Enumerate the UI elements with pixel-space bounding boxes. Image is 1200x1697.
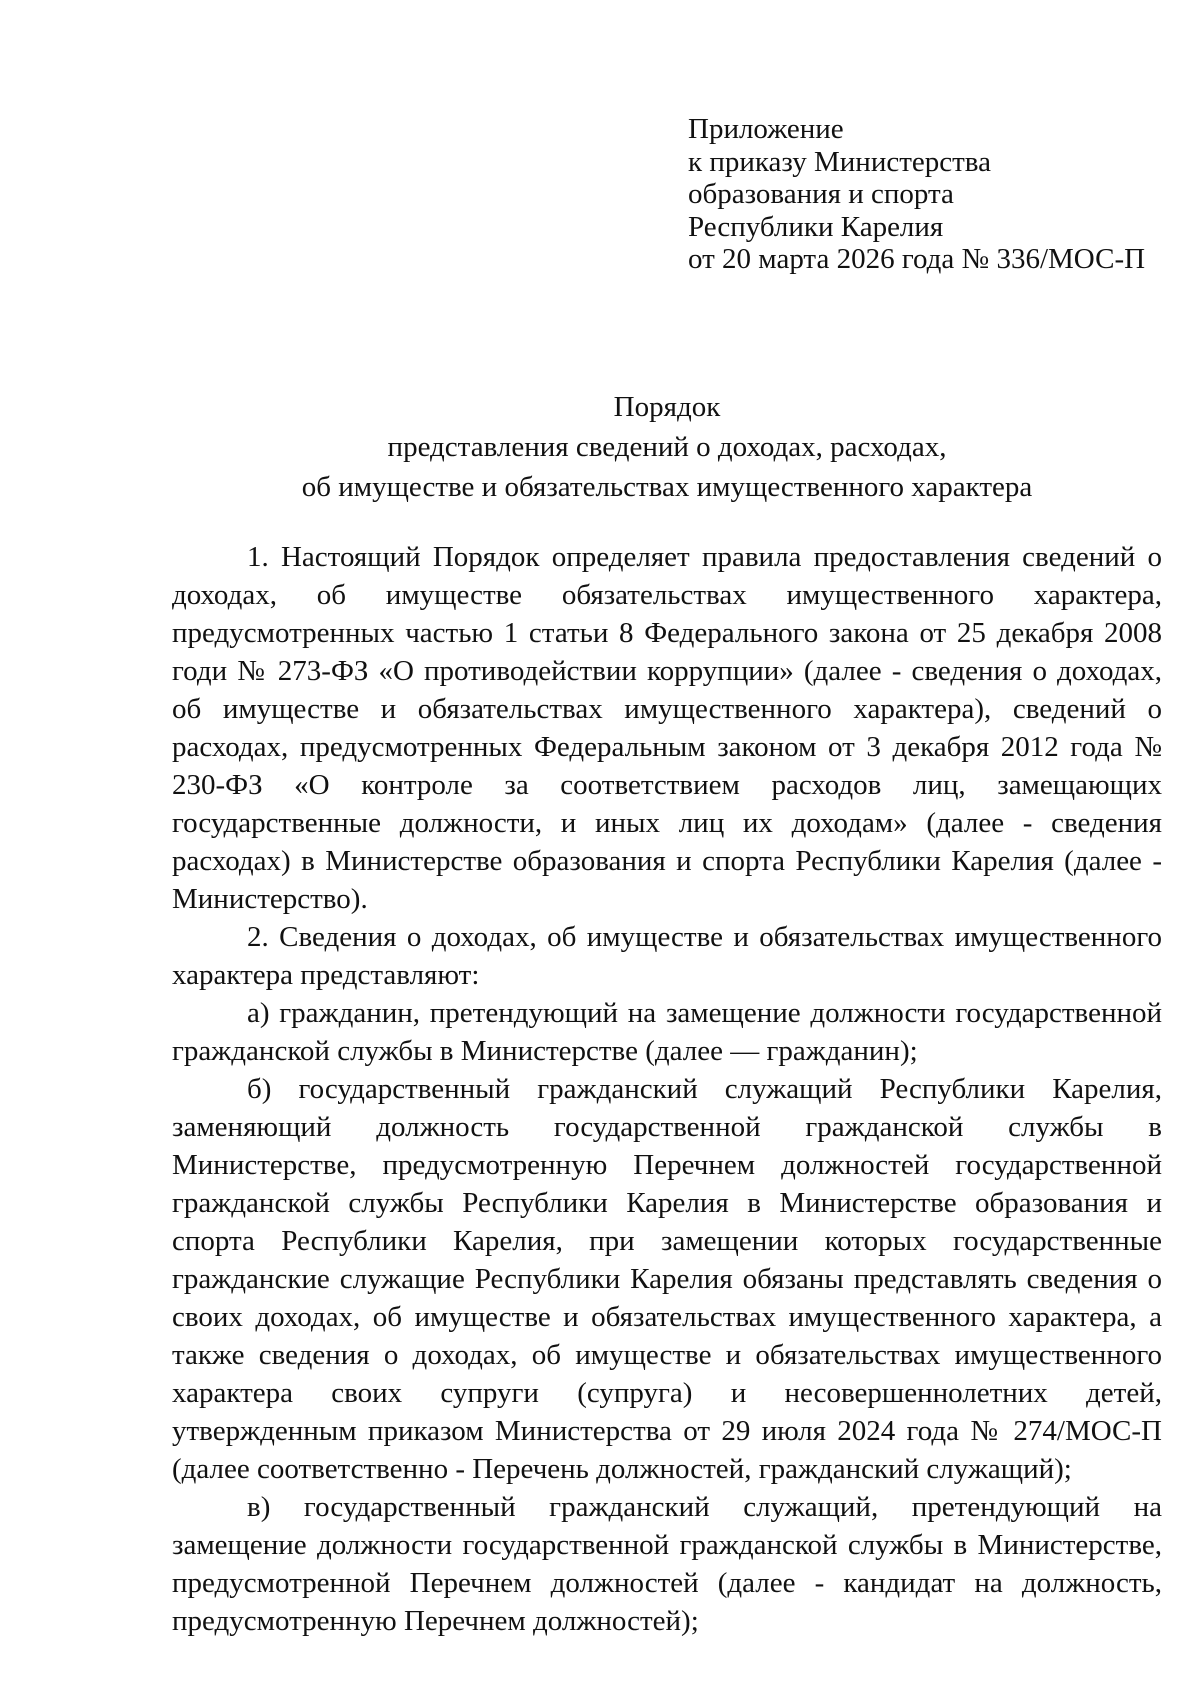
paragraph-2v: в) государственный гражданский служащий, претендующий на замещение должности государственной гражданской службы в Министерстве, предусмотренной Перечнем должностей (далее - кандидат на должность, предусмотренную Перечнем должностей); [172,1491,1162,1637]
paragraph-2a: а) гражданин, претендующий на замещение должности государственной гражданской службы в Министерстве (далее — гражданин); [172,997,1162,1067]
title-line: об имуществе и обязательствах имущественного характера [301,471,1033,503]
approval-line: от 20 марта 2026 года № 336/МОС-П [688,243,1146,275]
paragraph-2b: б) государственный гражданский служащий Республики Карелия, заменяющий должность государственной гражданской службы в Министерстве, предусмотренную Перечнем должностей государственной гражданской службы Республики Карелия в Министерстве образования и спорта Республики Карелия, при замещении которых государственные гражданские служащие Республики Карелия обязаны представлять сведения о своих доходах, об имуществе и обязательствах имущественного характера, а также сведения о доходах, об имуществе и обязательствах имущественного характера своих супруги (супруга) и несовершеннолетних детей, утвержденным приказом Министерства от 29 июля 2024 года № 274/МОС-П (далее соответственно - Перечень должностей, гражданский служащий); [172,1073,1162,1485]
document-title [172,387,1162,507]
approval-line: к приказу Министерства [688,145,991,178]
approval-line: Республики Карелия [688,210,944,243]
approval-block [688,113,1148,276]
paragraph-1: 1. Настоящий Порядок определяет правила предоставления сведений о доходах, об имуществе обязательствах имущественного характера, предусмотренных частью 1 статьи 8 Федерального закона от 25 декабря 2008 годи № 273-ФЗ «О противодействии коррупции» (далее - сведения о доходах, об имуществе и обязательствах имущественного характера), сведений о расходах, предусмотренных Федеральным законом от 3 декабря 2012 года № 230-ФЗ «О контроле за соответствием расходов лиц, замещающих государственные должности, и иных лиц их доходам» (далее - сведения расходах) в Министерстве образования и спорта Республики Карелия (далее - Министерство). [172,541,1162,915]
approval-line: образования и спорта [688,178,954,210]
paragraph-2: 2. Сведения о доходах, об имуществе и обязательствах имущественного характера представляют: [172,921,1162,991]
approval-line: Приложение [688,113,844,145]
title-line: Порядок [613,391,721,423]
title-line: представления сведений о доходах, расходах, [387,431,947,463]
document-body [172,538,1162,1640]
